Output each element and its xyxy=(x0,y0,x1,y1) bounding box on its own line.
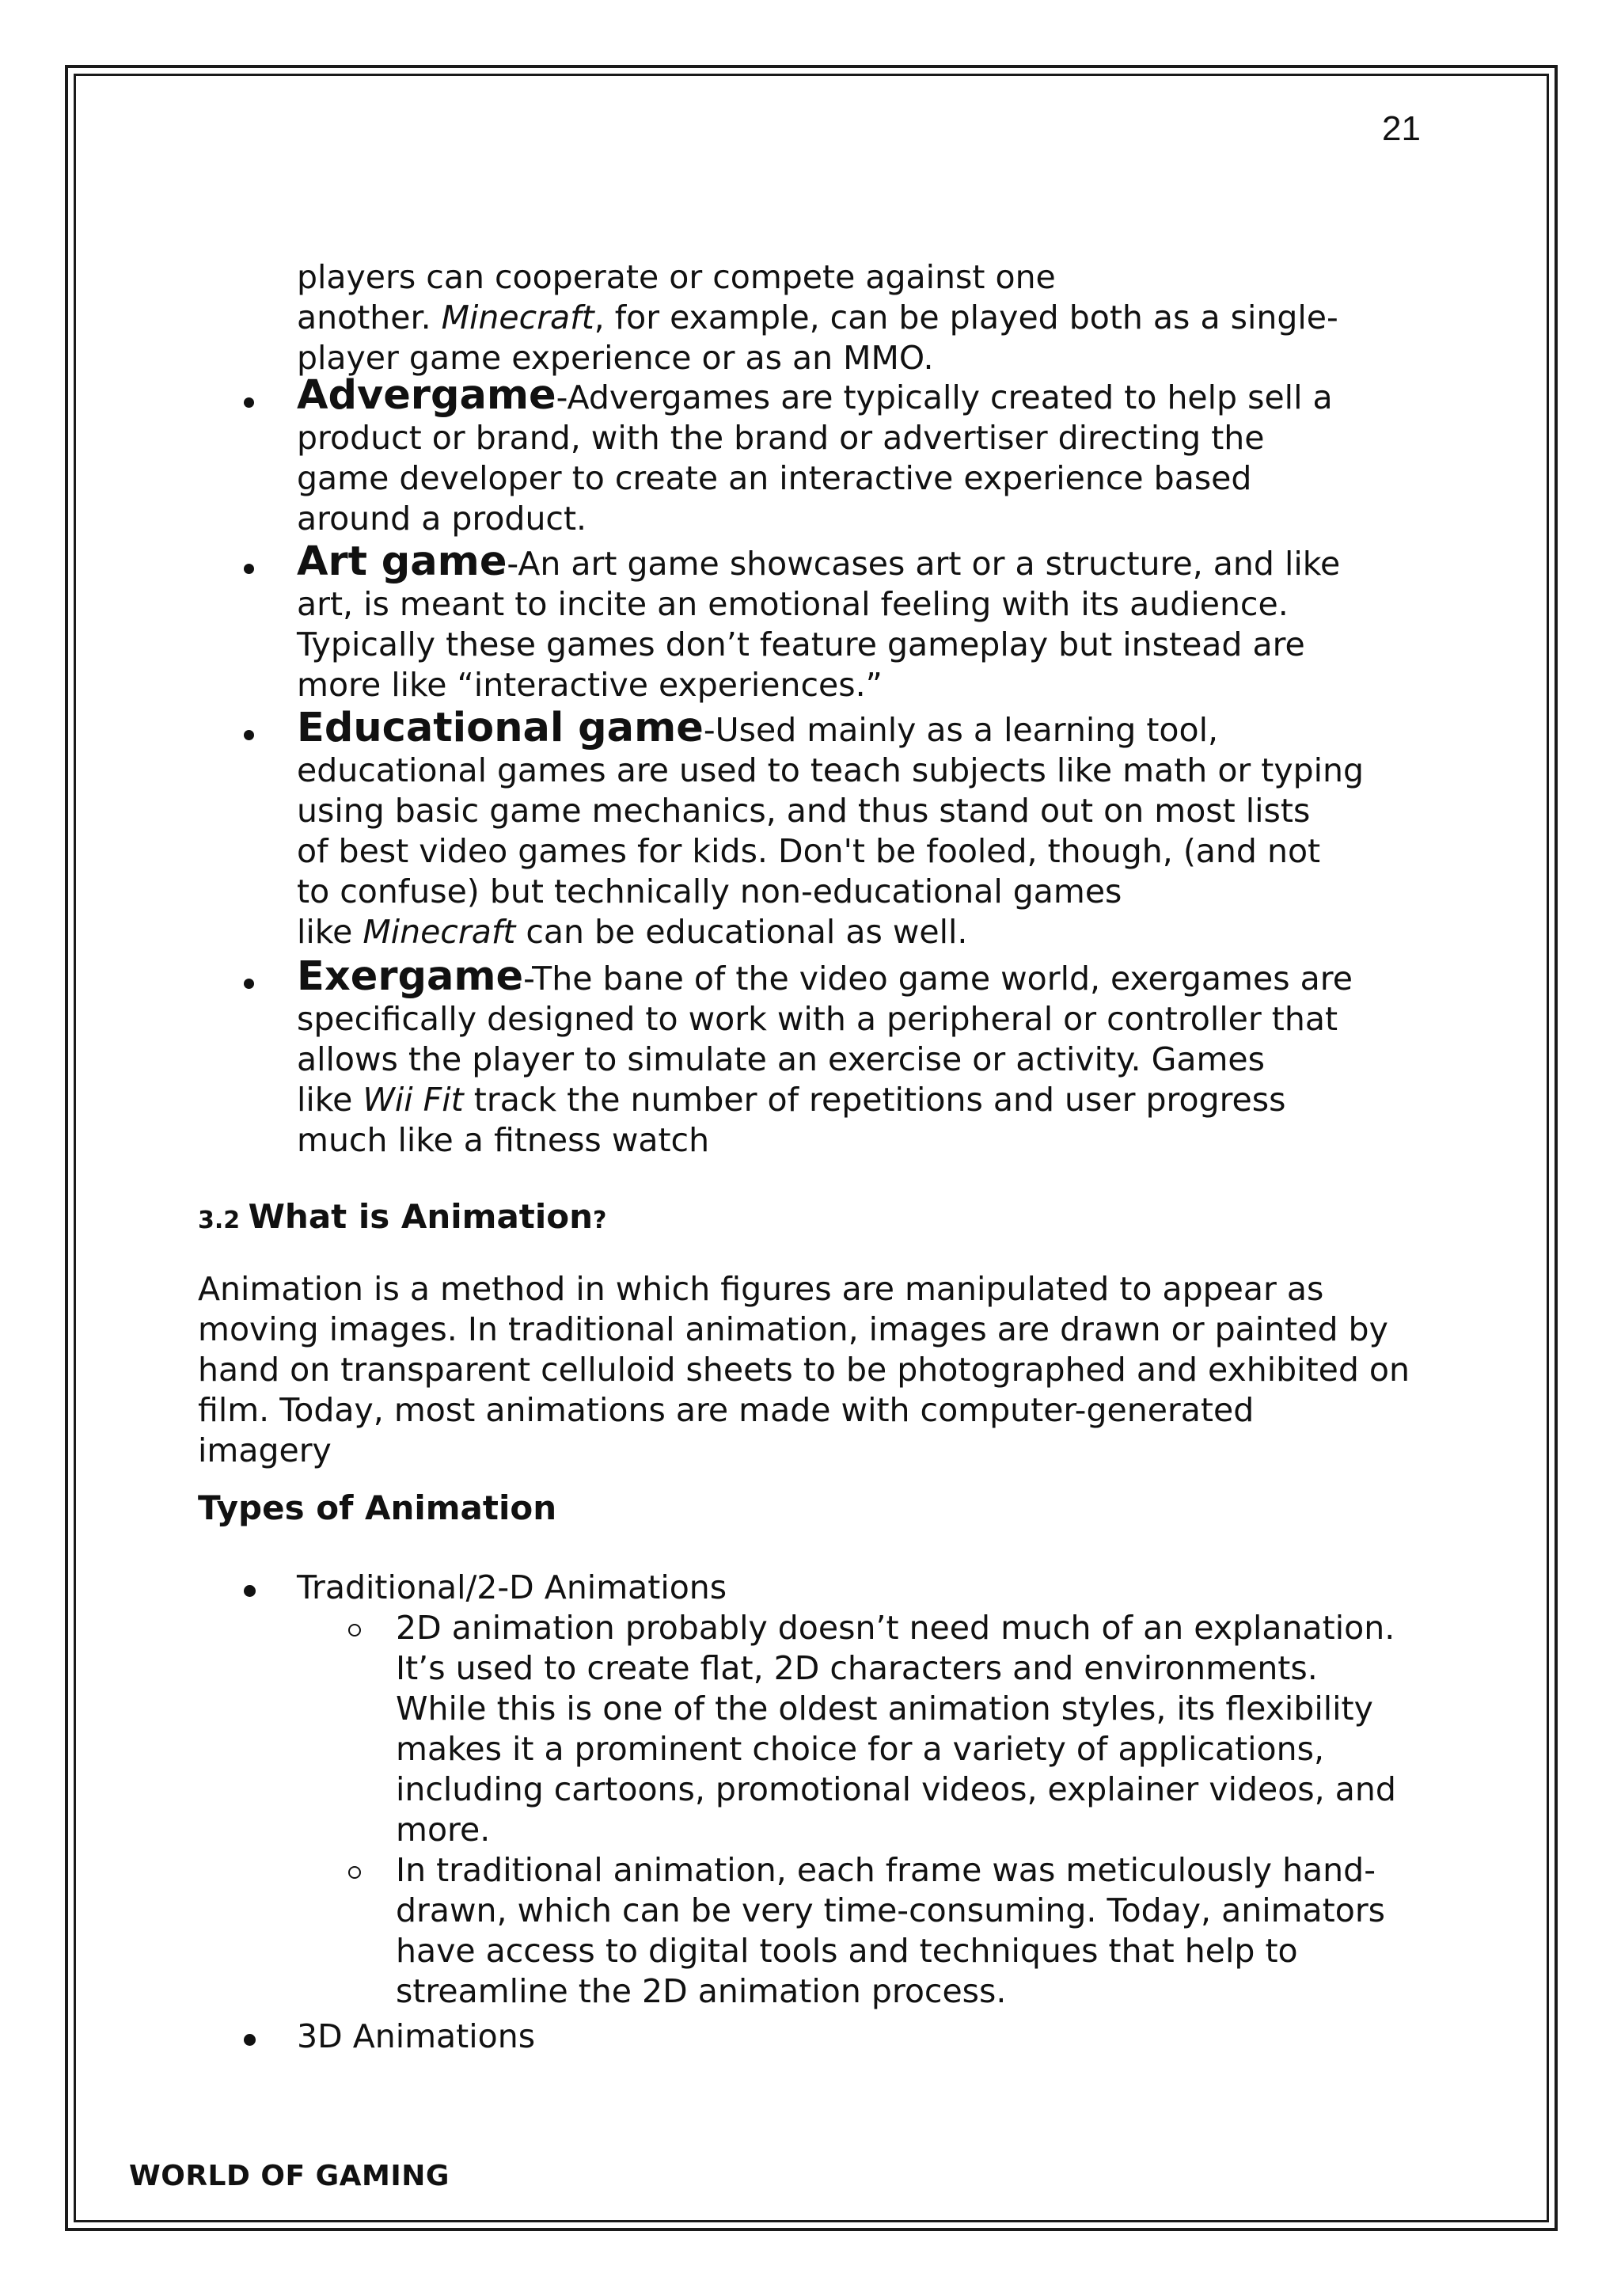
text-line xyxy=(297,953,1444,1000)
text-line: allows the player to simulate an exercise or activity. Games xyxy=(297,1040,1265,1078)
text-line: of best video games for kids. Don't be fooled, though, (and not xyxy=(297,832,1321,870)
animation-intro-paragraph xyxy=(198,1269,1448,1471)
footer-title: WORLD OF GAMING xyxy=(129,2160,450,2192)
list-item-label: Traditional/2-D Animations xyxy=(297,1568,727,1606)
text-line xyxy=(297,298,1444,338)
text-line: imagery xyxy=(198,1431,332,1469)
text-line: 2D animation probably doesn’t need much of an explanation. xyxy=(396,1609,1395,1647)
text-line: It’s used to create flat, 2D characters and environments. xyxy=(396,1649,1318,1687)
text-segment: can be educational as well. xyxy=(515,913,968,951)
game-title: Minecraft xyxy=(441,298,594,336)
circle-bullet-icon xyxy=(348,1866,361,1879)
list-item-label: 3D Animations xyxy=(297,2017,536,2055)
section-title-mark: ? xyxy=(593,1207,607,1234)
text-line: to confuse) but technically non-educational games xyxy=(297,872,1122,910)
text-line: around a product. xyxy=(297,500,587,538)
text-line: drawn, which can be very time-consuming. Today, animators xyxy=(396,1891,1386,1929)
text-line: makes it a prominent choice for a variety of applications, xyxy=(396,1730,1325,1768)
text-line: streamline the 2D animation process. xyxy=(396,1972,1007,2010)
text-line: using basic game mechanics, and thus stand out on most lists xyxy=(297,792,1311,830)
section-title: What is Animation xyxy=(248,1197,594,1236)
bullet-icon xyxy=(244,397,254,408)
text-line xyxy=(297,538,1444,585)
list-item-advergame xyxy=(297,372,1444,539)
genre-term: Educational game xyxy=(297,705,704,751)
text-line xyxy=(297,1080,1444,1120)
list-item-3d xyxy=(297,2017,1444,2057)
sub-list-item xyxy=(396,1850,1448,2012)
text-line: film. Today, most animations are made with computer-generated xyxy=(198,1391,1255,1429)
text-line: product or brand, with the brand or advertiser directing the xyxy=(297,419,1265,457)
text-segment: -Advergames are typically created to help sell a xyxy=(556,378,1333,416)
list-item-art-game xyxy=(297,538,1444,705)
types-heading: Types of Animation xyxy=(198,1488,557,1527)
text-line: While this is one of the oldest animation styles, its flexibility xyxy=(396,1690,1373,1728)
game-title: Wii Fit xyxy=(363,1081,464,1119)
text-line: In traditional animation, each frame was meticulously hand- xyxy=(396,1851,1376,1889)
text-line: much like a fitness watch xyxy=(297,1121,710,1159)
text-segment: -The bane of the video game world, exergames are xyxy=(523,960,1353,998)
bullet-icon xyxy=(244,2034,256,2046)
list-item-traditional xyxy=(297,1568,1444,1608)
circle-bullet-icon xyxy=(348,1624,361,1636)
text-line: including cartoons, promotional videos, explainer videos, and xyxy=(396,1770,1396,1808)
text-line: game developer to create an interactive experience based xyxy=(297,459,1252,497)
text-line xyxy=(297,372,1444,419)
bullet-icon xyxy=(244,730,254,740)
text-line xyxy=(297,705,1444,751)
sub-list-item xyxy=(396,1608,1448,1850)
list-item-exergame xyxy=(297,953,1444,1161)
text-line: more. xyxy=(396,1811,491,1849)
text-line: specifically designed to work with a peripheral or controller that xyxy=(297,1000,1338,1038)
text-line: Animation is a method in which figures are manipulated to appear as xyxy=(198,1270,1324,1308)
genre-term: Art game xyxy=(297,538,507,585)
page-number: 21 xyxy=(1382,109,1421,148)
text-line: art, is meant to incite an emotional feeling with its audience. xyxy=(297,585,1289,623)
text-line: have access to digital tools and techniques that help to xyxy=(396,1932,1298,1970)
bullet-icon xyxy=(244,1585,256,1597)
section-number: 3.2 xyxy=(198,1207,249,1234)
text-segment: like xyxy=(297,913,363,951)
text-segment: another. xyxy=(297,298,442,336)
genre-term: Exergame xyxy=(297,953,524,1000)
list-item-educational-game xyxy=(297,705,1444,952)
genre-term: Advergame xyxy=(297,372,556,419)
text-line: Typically these games don’t feature gameplay but instead are xyxy=(297,625,1305,663)
text-line: moving images. In traditional animation, images are drawn or painted by xyxy=(198,1310,1388,1348)
section-heading xyxy=(198,1197,606,1236)
text-line: educational games are used to teach subjects like math or typing xyxy=(297,751,1365,789)
text-segment: track the number of repetitions and user progress xyxy=(463,1081,1286,1119)
bullet-icon xyxy=(244,564,254,574)
bullet-icon xyxy=(244,979,254,989)
text-segment: -Used mainly as a learning tool, xyxy=(703,711,1219,749)
text-segment: like xyxy=(297,1081,363,1119)
text-segment: , for example, can be played both as a single- xyxy=(594,298,1338,336)
continuation-paragraph xyxy=(297,257,1444,378)
text-segment: -An art game showcases art or a structure, and like xyxy=(507,545,1341,583)
text-line xyxy=(297,912,1444,952)
text-line: hand on transparent celluloid sheets to be photographed and exhibited on xyxy=(198,1351,1410,1389)
game-title: Minecraft xyxy=(363,913,516,951)
text-line: player game experience or as an MMO. xyxy=(297,339,934,377)
text-line: players can cooperate or compete against one xyxy=(297,258,1056,296)
text-line: more like “interactive experiences.” xyxy=(297,666,883,704)
